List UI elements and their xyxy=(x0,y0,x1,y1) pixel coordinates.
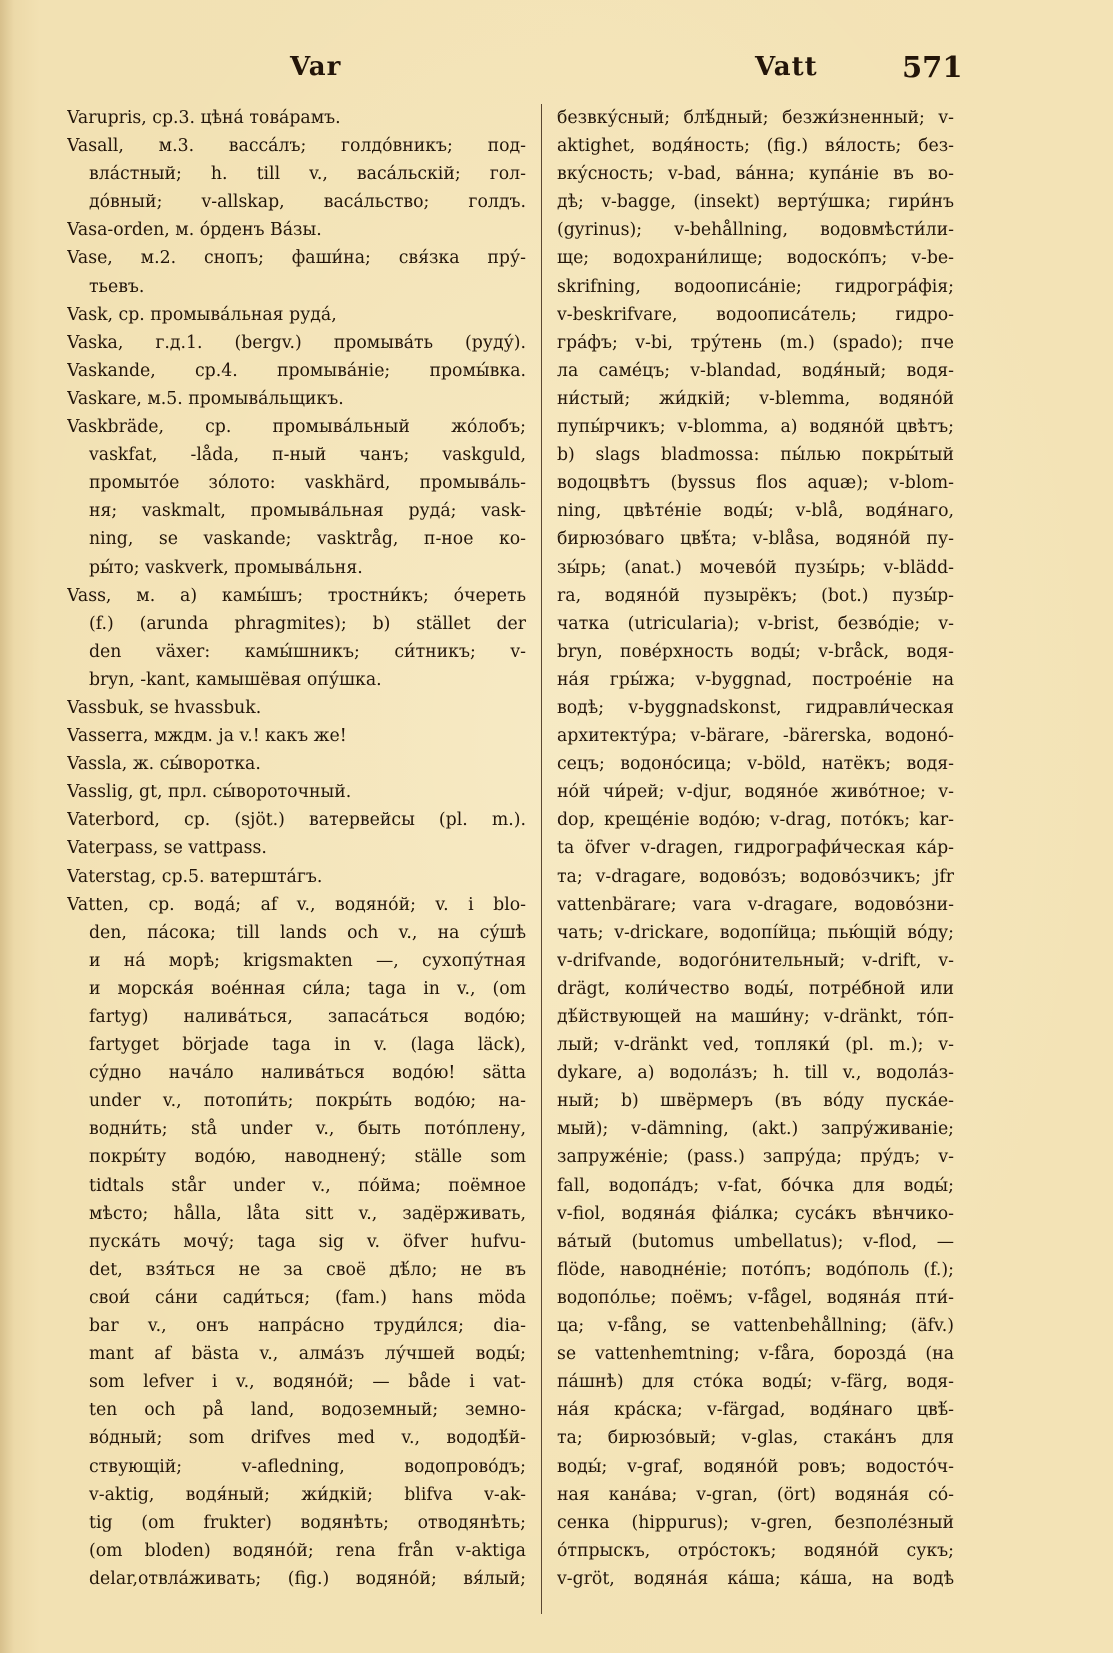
entry-line: па́шнѣ) для сто́ка воды́; v-färg, водя- xyxy=(557,1372,954,1393)
entry-line: fartyg) налива́ться, запаса́ться водо́ю; xyxy=(89,1007,526,1027)
entry-line: во́дный; som drifves med v., вододѣ́й- xyxy=(89,1428,526,1449)
entry-line: безвку́сный; блѣ́дный; безжи́зненный; v- xyxy=(557,108,954,128)
entry-line: ца; v-fång, se vattenbehållning; (äfv.) xyxy=(557,1316,954,1337)
entry-line: mant af bästa v., алма́зъ лу́чшей воды́; xyxy=(89,1344,526,1365)
entry-line: flöde, наводне́ніе; пото́пъ; водо́поль (f.); xyxy=(557,1259,954,1280)
entry-line: (gyrinus); v-behållning, водовмѣсти́ли- xyxy=(557,220,954,241)
entry-line: Vaskande, ср.4. промыва́ніе; промы́вка. xyxy=(67,360,526,381)
entry-line: воды́; v-graf, водяно́й ровъ; водосто́ч- xyxy=(557,1456,954,1477)
entry-line: v-aktig, водя́ный; жи́дкій; blifva v-ak- xyxy=(89,1484,526,1505)
entry-line: den växer: камы́шникъ; си́тникъ; v- xyxy=(89,641,526,662)
entry-line: мѣсто; hålla, låta sitt v., задёрживать, xyxy=(89,1203,526,1224)
entry-line: на́я кра́ска; v-färgad, водя́наго цвѣ́- xyxy=(557,1400,954,1421)
entry-line: Vaska, г.д.1. (bergv.) промыва́ть (руду́). xyxy=(67,332,526,353)
page-number: 571 xyxy=(902,50,963,84)
entry-line: ствующій; v-afledning, водопрово́дъ; xyxy=(89,1456,526,1477)
entry-line: чатка (utricularia); v-brist, безво́діе; v- xyxy=(557,613,954,634)
entry-line: запруже́ніе; (pass.) запру́да; пру́дъ; v- xyxy=(557,1147,954,1168)
entry-line: вку́сность; v-bad, ва́нна; купа́ніе въ во- xyxy=(557,164,954,185)
entry-line: fall, водопа́дъ; v-fat, бо́чка для воды́; xyxy=(557,1175,954,1196)
entry-line: Vass, м. a) камы́шъ; тростни́къ; о́череть xyxy=(67,585,526,606)
entry-line: Vasall, м.3. васса́лъ; голдо́вникъ; под- xyxy=(67,136,526,157)
entry-line: на́я гры́жа; v-byggnad, построе́ніе на xyxy=(557,669,954,690)
entry-line: Vask, ср. промыва́льная руда́, xyxy=(67,304,337,325)
entry-line: чать; v-drickare, водопі́йца; пью́щій во́ду; xyxy=(557,922,954,943)
entry-line: bryn, пове́рхность воды́; v-bråck, водя- xyxy=(557,641,954,662)
entry-line: under v., потопи́ть; покры́ть водо́ю; на- xyxy=(89,1091,526,1112)
entry-line: Vaterbord, ср. (sjöt.) ватервейсы (pl. m.). xyxy=(67,810,526,831)
entry-line: ла саме́цъ; v-blandad, водя́ный; водя- xyxy=(557,360,954,381)
entry-line: свои́ са́ни сади́ться; (fam.) hans möda xyxy=(89,1287,526,1308)
entry-line: som lefver i v., водяно́й; — både i vat- xyxy=(89,1372,526,1393)
entry-line: bar v., онъ напра́сно труди́лся; dia- xyxy=(89,1316,526,1337)
entry-line: v-fiol, водяна́я фіа́лка; суса́къ вѣнчико- xyxy=(557,1203,954,1224)
entry-line: ning, se vaskande; vasktråg, п-ное ко- xyxy=(89,529,526,550)
entry-line: лый; v-dränkt ved, топляки́ (pl. m.); v- xyxy=(557,1035,954,1056)
entry-line: dykare, a) водола́зъ; h. till v., водола́з- xyxy=(557,1063,954,1084)
entry-line: dop, креще́ніе водо́ю; v-drag, пото́къ; kar- xyxy=(557,810,954,831)
entry-line: Vassbuk, se hvassbuk. xyxy=(67,697,262,718)
entry-line: drägt, коли́чество воды́, потре́бной или xyxy=(557,978,954,999)
entry-line: пупы́рчикъ; v-blomma, a) водяно́й цвѣтъ; xyxy=(557,417,954,438)
entry-line: ни́стый; жи́дкій; v-blemma, водяно́й xyxy=(557,388,954,409)
entry-line: пуска́ть мочу́; taga sig v. öfver hufvu- xyxy=(89,1231,526,1252)
entry-line: бирюзо́ваго цвѣ́та; v-blåsa, водяно́й пу- xyxy=(557,529,954,550)
left-column xyxy=(67,104,526,1593)
entry-line: Vasslig, gt, прл. сы́вороточный. xyxy=(67,782,352,803)
entry-line: Vatten, ср. вода́; af v., водяно́й; v. i blo- xyxy=(67,894,526,915)
entry-line: та; бирюзо́вый; v-glas, стака́нъ для xyxy=(557,1428,954,1449)
entry-line: ще; водохрани́лище; водоско́пъ; v-be- xyxy=(557,248,954,269)
entry-line: skrifning, водоописа́ніе; гидрогра́фія; xyxy=(557,276,954,297)
entry-line: fartyget började taga in v. (laga läck), xyxy=(89,1035,526,1056)
entry-line: гра́фъ; v-bi, тру́тень (m.) (spado); пче xyxy=(557,332,954,353)
entry-line: tig (om frukter) водянѣть; отводянѣть; xyxy=(89,1512,526,1533)
entry-line: den, па́сока; till lands och v., на су́шѣ xyxy=(89,922,526,943)
entry-line: ва́тый (butomus umbellatus); v-flod, — xyxy=(557,1231,954,1252)
column-divider xyxy=(541,104,542,1614)
entry-line: Varupris, ср.3. цѣна́ това́рамъ. xyxy=(67,108,341,128)
entry-line: и морска́я вое́нная си́ла; taga in v., (om xyxy=(89,978,526,999)
entry-line: Vasa-orden, м. о́рденъ Ва́зы. xyxy=(67,220,322,241)
entry-line: водоцвѣтъ (byssus flos aquæ); v-blom- xyxy=(557,473,954,494)
right-running-headword: Vatt xyxy=(755,52,818,82)
entry-line: тьевъ. xyxy=(89,276,145,297)
entry-line: aktighet, водя́ность; (fig.) вя́лость; без- xyxy=(557,136,954,157)
entry-line: Vassla, ж. сы́воротка. xyxy=(67,754,261,775)
entry-line: дѣ; v-bagge, (insekt) верту́шка; гири́нъ xyxy=(557,192,954,213)
entry-line: vattenbärare; vara v-dragare, водово́зни- xyxy=(557,894,954,915)
entry-line: ta öfver v-dragen, гидрографи́ческая ка́р- xyxy=(557,838,954,859)
entry-line: но́й чи́рей; v-djur, водяно́е живо́тное; v- xyxy=(557,782,954,803)
entry-line: ning, цвѣте́ніе воды́; v-blå, водя́наго, xyxy=(557,501,954,522)
entry-line: ra, водяно́й пузырёкъ; (bot.) пузы́р- xyxy=(557,585,954,606)
entry-line: промыто́е зо́лото: vaskhärd, промыва́ль- xyxy=(89,473,526,494)
entry-line: Vase, м.2. снопъ; фаши́на; свя́зка пру́- xyxy=(67,248,526,269)
entry-line: se vattenhemtning; v-fåra, борозда́ (на xyxy=(557,1344,954,1365)
entry-line: ры́то; vaskverk, промыва́льня. xyxy=(89,557,363,578)
entry-line: та; v-dragare, водово́зъ; водово́зчикъ; jfr xyxy=(557,866,954,887)
entry-line: delar,отвла́живать; (fig.) водяно́й; вя́лый; xyxy=(89,1568,526,1589)
entry-line: до́вный; v-allskap, васа́льство; голдъ. xyxy=(89,192,526,213)
entry-line: вла́стный; h. till v., васа́льскій; гол- xyxy=(89,164,526,185)
entry-line: ten och på land, водоземный; земно- xyxy=(89,1400,526,1421)
entry-line: су́дно нача́ло налива́ться водо́ю! sätta xyxy=(89,1063,526,1084)
entry-line: водни́ть; stå under v., быть пото́плену, xyxy=(89,1119,526,1140)
entry-line: дѣ́йствующей на маши́ну; v-dränkt, то́п- xyxy=(557,1007,954,1027)
entry-line: Vaskbräde, ср. промыва́льный жо́лобъ; xyxy=(67,417,526,438)
entry-line: (f.) (arunda phragmites); b) stället der xyxy=(89,613,526,634)
entry-line: bryn, -kant, камышёвая опу́шка. xyxy=(89,669,382,690)
right-column xyxy=(557,104,954,1593)
entry-line: зы́рь; (anat.) мочево́й пузы́рь; v-blädd- xyxy=(557,557,954,578)
entry-line: Vaskare, м.5. промыва́льщикъ. xyxy=(67,388,344,409)
entry-line: Vaterstag, ср.5. ватершта́гъ. xyxy=(67,866,323,887)
entry-line: vaskfat, -låda, п-ный чанъ; vaskguld, xyxy=(89,445,526,466)
entry-line: покры́ту водо́ю, наводнену́; ställe som xyxy=(89,1147,526,1168)
entry-line: det, взя́ться не за своё дѣ́ло; не въ xyxy=(89,1259,526,1280)
entry-line: v-drifvande, водого́нительный; v-drift, v- xyxy=(557,950,954,971)
left-running-headword: Var xyxy=(290,52,342,82)
entry-line: о́тпрыскъ, отро́стокъ; водяно́й сукъ; xyxy=(557,1540,954,1561)
entry-line: v-beskrifvare, водоописа́тель; гидро- xyxy=(557,304,954,325)
entry-line: (om bloden) водяно́й; rena från v-aktiga xyxy=(89,1540,526,1561)
entry-line: и на́ морѣ; krigsmakten —, сухопу́тная xyxy=(89,950,526,971)
entry-line: ня; vaskmalt, промыва́льная руда́; vask- xyxy=(89,501,526,522)
entry-line: архитекту́ра; v-bärare, -bärerska, водоно́- xyxy=(557,726,954,747)
entry-line: v-gröt, водяна́я ка́ша; ка́ша, на водѣ xyxy=(557,1568,954,1589)
entry-line: Vaterpass, se vattpass. xyxy=(67,838,267,859)
entry-line: b) slags bladmossa: пы́лью покры́тый xyxy=(557,445,954,466)
entry-line: tidtals står under v., по́йма; поёмное xyxy=(89,1175,526,1196)
entry-line: водѣ; v-byggnadskonst, гидравли́ческая xyxy=(557,697,954,718)
entry-line: сецъ; водоно́сица; v-böld, натёкъ; водя- xyxy=(557,754,954,775)
entry-line: ный; b) швёрмеръ (въ во́ду пуска́е- xyxy=(557,1091,954,1112)
entry-line: водопо́лье; поёмъ; v-fågel, водяна́я пти́- xyxy=(557,1287,954,1308)
entry-line: мый); v-dämning, (akt.) запру́живаніе; xyxy=(557,1119,954,1140)
entry-line: Vasserra, мждм. ja v.! какъ же! xyxy=(67,726,347,747)
entry-line: ная кана́ва; v-gran, (ört) водяна́я со́- xyxy=(557,1484,954,1505)
page-header xyxy=(0,50,1113,90)
entry-line: сенка (hippurus); v-gren, безполе́зный xyxy=(557,1512,954,1533)
